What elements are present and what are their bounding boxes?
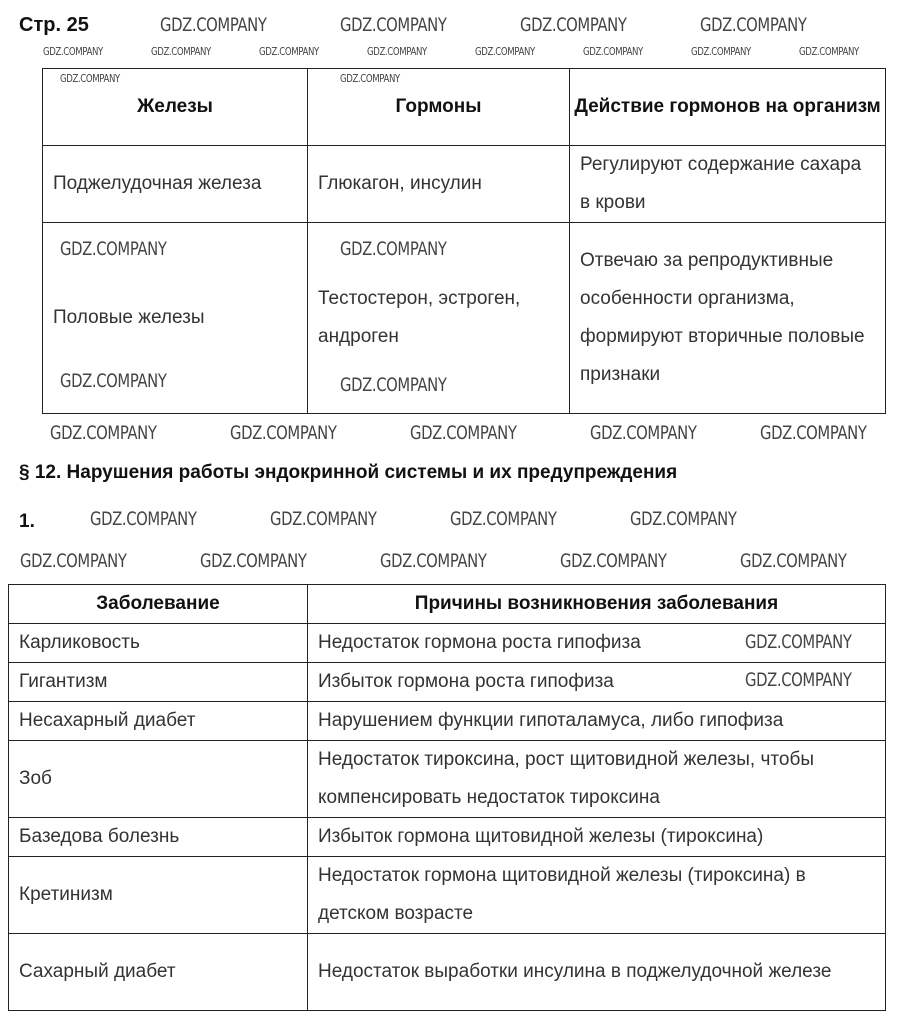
table-row — [9, 934, 886, 1011]
watermark: GDZ.COMPANY — [259, 45, 319, 58]
table-header-row — [9, 585, 886, 624]
watermark: GDZ.COMPANY — [380, 550, 487, 572]
cell: Отвечаю за репродуктивные особенности организма, формируют вторичные половые признаки — [570, 223, 886, 414]
table-row — [9, 702, 886, 741]
header-hormones: Гормоны — [308, 69, 570, 146]
watermark: GDZ.COMPANY — [745, 631, 852, 653]
table-row — [9, 857, 886, 934]
table-row — [43, 223, 886, 414]
watermark: GDZ.COMPANY — [560, 550, 667, 572]
watermark: GDZ.COMPANY — [740, 550, 847, 572]
header-disease: Заболевание — [9, 585, 308, 624]
page-label: Стр. 25 — [19, 14, 89, 36]
watermark: GDZ.COMPANY — [200, 550, 307, 572]
watermark: GDZ.COMPANY — [590, 422, 697, 444]
header-glands: Железы — [43, 69, 308, 146]
watermark: GDZ.COMPANY — [230, 422, 337, 444]
cell: Недостаток тироксина, рост щитовидной железы, чтобы компенсировать недостаток тироксина — [308, 741, 886, 818]
cell: Несахарный диабет — [9, 702, 308, 741]
watermark: GDZ.COMPANY — [583, 45, 643, 58]
watermark: GDZ.COMPANY — [270, 508, 377, 530]
watermark: GDZ.COMPANY — [760, 422, 867, 444]
watermark: GDZ.COMPANY — [450, 508, 557, 530]
cell: Недостаток выработки инсулина в поджелудочной железе — [308, 934, 886, 1011]
cell: Регулируют содержание сахара в крови — [570, 146, 886, 223]
watermark: GDZ.COMPANY — [410, 422, 517, 444]
table-row — [9, 818, 886, 857]
cell: Базедова болезнь — [9, 818, 308, 857]
watermark: GDZ.COMPANY — [340, 14, 447, 36]
watermark: GDZ.COMPANY — [90, 508, 197, 530]
cell: Сахарный диабет — [9, 934, 308, 1011]
watermark: GDZ.COMPANY — [520, 14, 627, 36]
cell: Избыток гормона щитовидной железы (тироксина) — [308, 818, 886, 857]
watermark: GDZ.COMPANY — [160, 14, 267, 36]
cell: Поджелудочная железа — [43, 146, 308, 223]
watermark: GDZ.COMPANY — [367, 45, 427, 58]
header-action: Действие гормонов на организм — [570, 69, 886, 146]
cell: Зоб — [9, 741, 308, 818]
table-header-row — [43, 69, 886, 146]
watermark: GDZ.COMPANY — [700, 14, 807, 36]
cell: Тестостерон, эстроген, андроген — [308, 223, 570, 414]
cell: Глюкагон, инсулин — [308, 146, 570, 223]
cell: Недостаток гормона роста гипофиза — [308, 624, 886, 663]
cell: Нарушением функции гипоталамуса, либо гипофиза — [308, 702, 886, 741]
watermark: GDZ.COMPANY — [691, 45, 751, 58]
cell: Кретинизм — [9, 857, 308, 934]
watermark: GDZ.COMPANY — [151, 45, 211, 58]
table-row — [43, 146, 886, 223]
watermark: GDZ.COMPANY — [799, 45, 859, 58]
watermark: GDZ.COMPANY — [20, 550, 127, 572]
glands-table — [42, 68, 886, 414]
cell: Карликовость — [9, 624, 308, 663]
cell: Недостаток гормона щитовидной железы (тироксина) в детском возрасте — [308, 857, 886, 934]
watermark: GDZ.COMPANY — [60, 238, 167, 260]
watermark: GDZ.COMPANY — [745, 669, 852, 691]
section-title: § 12. Нарушения работы эндокринной системы и их предупреждения — [19, 462, 678, 483]
cell: Половые железы — [43, 223, 308, 414]
watermark: GDZ.COMPANY — [475, 45, 535, 58]
diseases-table — [8, 584, 886, 1011]
table-row — [9, 663, 886, 702]
watermark: GDZ.COMPANY — [340, 374, 447, 396]
table-row — [9, 624, 886, 663]
header-causes: Причины возникновения заболевания — [308, 585, 886, 624]
watermark: GDZ.COMPANY — [60, 72, 120, 85]
cell: Избыток гормона роста гипофиза — [308, 663, 886, 702]
watermark: GDZ.COMPANY — [340, 72, 400, 85]
watermark: GDZ.COMPANY — [60, 370, 167, 392]
task-number: 1. — [19, 511, 35, 532]
table-row — [9, 741, 886, 818]
watermark: GDZ.COMPANY — [43, 45, 103, 58]
watermark: GDZ.COMPANY — [50, 422, 157, 444]
cell: Гигантизм — [9, 663, 308, 702]
watermark: GDZ.COMPANY — [630, 508, 737, 530]
watermark: GDZ.COMPANY — [340, 238, 447, 260]
